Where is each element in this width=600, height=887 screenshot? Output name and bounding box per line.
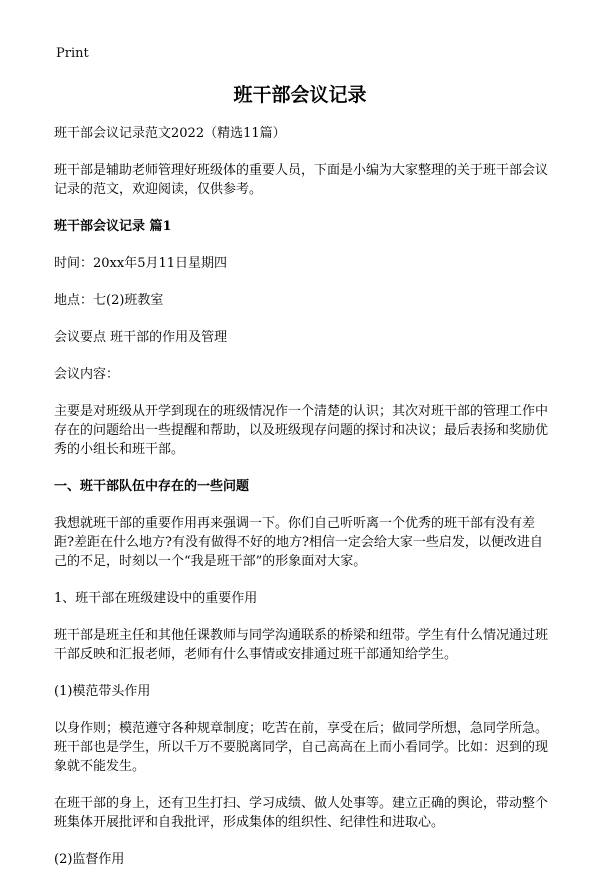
meeting-location: 地点：七(2)班教室 bbox=[54, 293, 164, 308]
meeting-points: 会议要点 班干部的作用及管理 bbox=[54, 330, 228, 345]
intro-paragraph: 班干部是辅助老师管理好班级体的重要人员，下面是小编为大家整理的关于班干部会议记录的范文，欢迎阅读，仅供参考。 bbox=[54, 163, 549, 197]
meeting-content-paragraph: 主要是对班级从开学到现在的班级情况作一个清楚的认识；其次对班干部的管理工作中存在的问题给出一些提醒和帮助，以及班级现存问题的探讨和决议；最后表扬和奖励优秀的小组长和班干部。 bbox=[54, 404, 549, 457]
article-heading: 班干部会议记录 篇1 bbox=[54, 219, 172, 234]
point-heading-1: (1)模范带头作用 bbox=[54, 684, 151, 699]
section-heading: 一、班干部队伍中存在的一些问题 bbox=[54, 479, 250, 494]
subtitle-paragraph: 班干部会议记录范文2022（精选11篇） bbox=[54, 126, 286, 141]
section-paragraph: 我想就班干部的重要作用再来强调一下。你们自己听听离一个优秀的班干部有没有差距?差距在什么地方?有没有做得不好的地方?相信一定会给大家一些启发，以便改进自己的不足，时刻以一个“我是班干部”的形象面对大家。 bbox=[54, 516, 543, 569]
point-paragraph-2: 在班干部的身上，还有卫生打扫、学习成绩、做人处事等。建立正确的舆论，带动整个班集体开展批评和自我批评，形成集体的组织性、纪律性和进取心。 bbox=[54, 796, 549, 830]
subsection-heading: 1、班干部在班级建设中的重要作用 bbox=[54, 591, 258, 606]
print-label: Print bbox=[56, 46, 89, 61]
document-title: 班干部会议记录 bbox=[233, 84, 367, 106]
meeting-content-label: 会议内容： bbox=[54, 367, 120, 382]
subsection-paragraph: 班干部是班主任和其他任课教师与同学沟通联系的桥梁和纽带。学生有什么情况通过班干部反映和汇报老师，老师有什么事情或安排通过班干部通知给学生。 bbox=[54, 628, 549, 662]
point-heading-2: (2)监督作用 bbox=[54, 852, 125, 867]
point-paragraph-1: 以身作则；模范遵守各种规章制度；吃苦在前，享受在后；做同学所想，急同学所急。班干部也是学生，所以千万不要脱离同学，自己高高在上而小看同学。比如：迟到的现象就不能发生。 bbox=[54, 721, 549, 774]
meeting-time: 时间：20xx年5月11日星期四 bbox=[54, 256, 228, 271]
document-body bbox=[54, 124, 554, 887]
